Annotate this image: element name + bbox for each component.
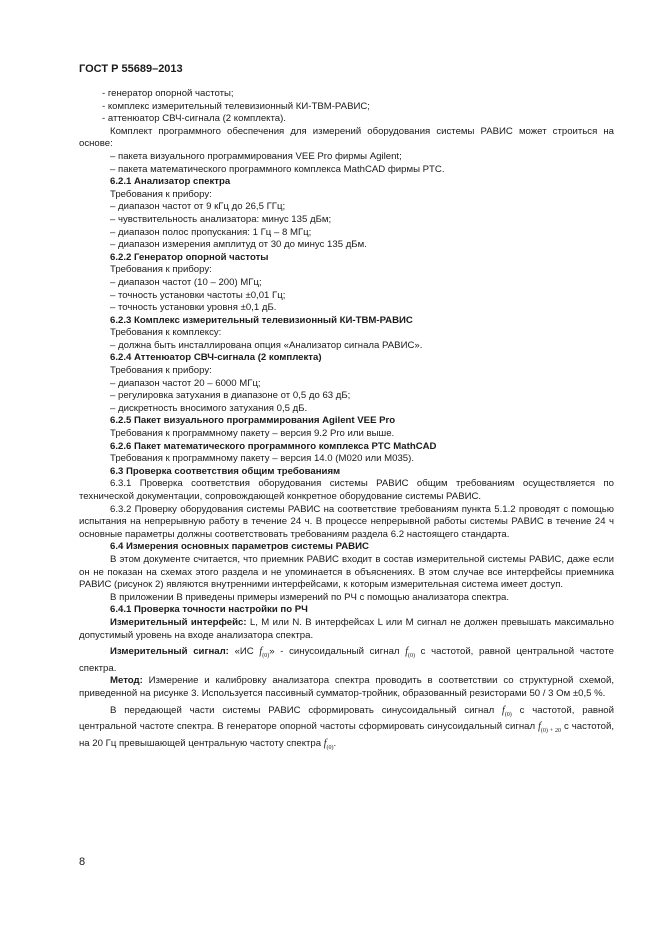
formula-symbol: f [323,737,327,749]
paragraph [79,705,614,755]
list-item: – точность установки частоты ±0,01 Гц; [110,289,286,301]
section-heading: 6.2.4 Аттенюатор СВЧ-сигнала (2 комплекта) [110,352,322,364]
formula-symbol: f [259,646,263,658]
formula-subscript: (0) [326,744,334,751]
paragraph: 6.3.2 Проверку оборудования системы РАВИС на соответствие требованиям пункта 5.1.2 проводят с помощью испытания на непрерывную работу в течение 24 ч. В процессе непрерывной работы системы РАВИС в течение 24 ч основные параметры должны соответствовать требованиям раздела 6.2 настоящего стандарта. [79,503,614,540]
text: с частотой, равной центральной частоте спектра. [79,646,615,674]
list-item: – пакета визуального программирования VEE Pro фирмы Agilent; [110,150,402,162]
paragraph: Требования к прибору: [110,188,212,200]
formula-symbol: f [405,646,408,658]
section-heading: 6.4 Измерения основных параметров системы РАВИС [110,541,369,553]
list-item: – диапазон частот 20 – 6000 МГц; [110,377,261,389]
section-heading: 6.2.3 Комплекс измерительный телевизионный КИ-ТВМ-РАВИС [110,314,413,326]
paragraph: Требования к прибору: [110,264,212,276]
section-heading: 6.2.2 Генератор опорной частоты [110,251,269,263]
formula-subscript: (0) [407,653,415,660]
label: Измерительный интерфейс: [110,616,247,628]
text: В передающей части системы РАВИС сформировать синусоидальный сигнал [110,704,503,716]
formula-subscript: (0) [504,711,512,718]
formula [324,738,334,749]
paragraph: Комплект программного обеспечения для измерений оборудования системы РАВИС может строиться на основе: [79,125,614,150]
formula-subscript: (0) [262,653,270,660]
paragraph: Требования к комплексу: [110,327,222,339]
list-item: - комплекс измерительный телевизионный КИ-ТВМ-РАВИС; [102,100,370,112]
paragraph: В этом документе считается, что приемник РАВИС входит в состав измерительной системы РАВИС, даже если он не показан на схемах этого раздела и не упоминается в объяснениях. В этом случае все интерфейсы приемника РАВИС (рисунок 2) являются внутренними интерфейсами, к которым измерительная система имеет доступ. [79,553,614,591]
formula-symbol: f [538,721,541,733]
section-heading: 6.4.1 Проверка точности настройки по РЧ [110,604,308,616]
text: «ИС [228,646,260,658]
list-item: - аттенюатор СВЧ-сигнала (2 комплекта). [102,113,286,125]
text: . [333,737,337,749]
section-heading: 6.3 Проверка соответствия общим требованиям [110,465,341,477]
paragraph: В приложении В приведены примеры измерений по РЧ с помощью анализатора спектра. [110,591,510,603]
list-item: – чувствительность анализатора: минус 135 дБм; [110,213,332,225]
section-heading: 6.2.1 Анализатор спектра [110,176,231,188]
formula [502,705,512,716]
formula-subscript: (0) + 20 [540,728,561,735]
list-item: – дискретность вносимого затухания 0,5 дБ. [110,402,308,414]
page-number: 8 [79,856,86,868]
paragraph: Требования к программному пакету – версия 9.2 Pro или выше. [110,428,395,440]
text: с частотой, на 20 Гц превышающей центральную частоту спектра [79,721,614,749]
formula [405,646,415,660]
list-item: – должна быть инсталлирована опция «Анализатор сигнала РАВИС». [110,339,423,351]
list-item: – диапазон полос пропускания: 1 Гц – 8 МГц; [110,226,312,238]
text: L, M или N. В интерфейсах L или M сигнал не должен превышать максимально допустимый уровень на входе анализатора спектра. [79,616,615,641]
section-heading: 6.2.5 Пакет визуального программирования Agilent VEE Pro [110,415,396,427]
list-item: – диапазон частот (10 – 200) МГц; [110,276,262,288]
paragraph [79,646,614,675]
document-body [79,88,614,754]
label: Измерительный сигнал: [110,646,229,658]
paragraph [79,617,614,642]
formula-symbol: f [502,704,505,716]
list-item: – диапазон измерения амплитуд от 30 до минус 135 дБм. [110,239,367,251]
list-item: – регулировка затухания в диапазоне от 0,5 до 63 дБ; [110,390,351,402]
section-heading: 6.2.6 Пакет математического программного комплекса PTC MathCAD [110,440,437,452]
paragraph [79,675,614,700]
text: » - синусоидальный сигнал [269,646,406,658]
paragraph: Требования к прибору: [110,365,212,377]
list-item: – точность установки уровня ±0,1 дБ. [110,302,277,314]
page-header: ГОСТ Р 55689–2013 [79,63,183,75]
paragraph: 6.3.1 Проверка соответствия оборудования системы РАВИС общим требованиям осуществляется по технической документации, сопровождающей конкретное оборудование системы РАВИС. [79,478,614,502]
formula [538,721,561,735]
formula [259,646,270,660]
text: Измерение и калибровку анализатора спектра проводить в соответствии со структурной схемой, приведенной на рисунке 3. Используется пассивный сумматор-тройник, образованный резисторами 50 / 3 Ом ±0,5 %. [79,675,614,699]
label: Метод: [110,675,143,687]
text: с частотой, равной центральной частоте спектра. В генераторе опорной частоты сформировать синусоидальный сигнал [79,704,614,733]
list-item: – пакета математического программного комплекса MathCAD фирмы PTC. [110,163,445,175]
list-item: – диапазон частот от 9 кГц до 26,5 ГГц; [110,201,286,213]
paragraph: Требования к программному пакету – версия 14.0 (М020 или М035). [110,453,414,465]
list-item: - генератор опорной частоты; [102,88,234,99]
